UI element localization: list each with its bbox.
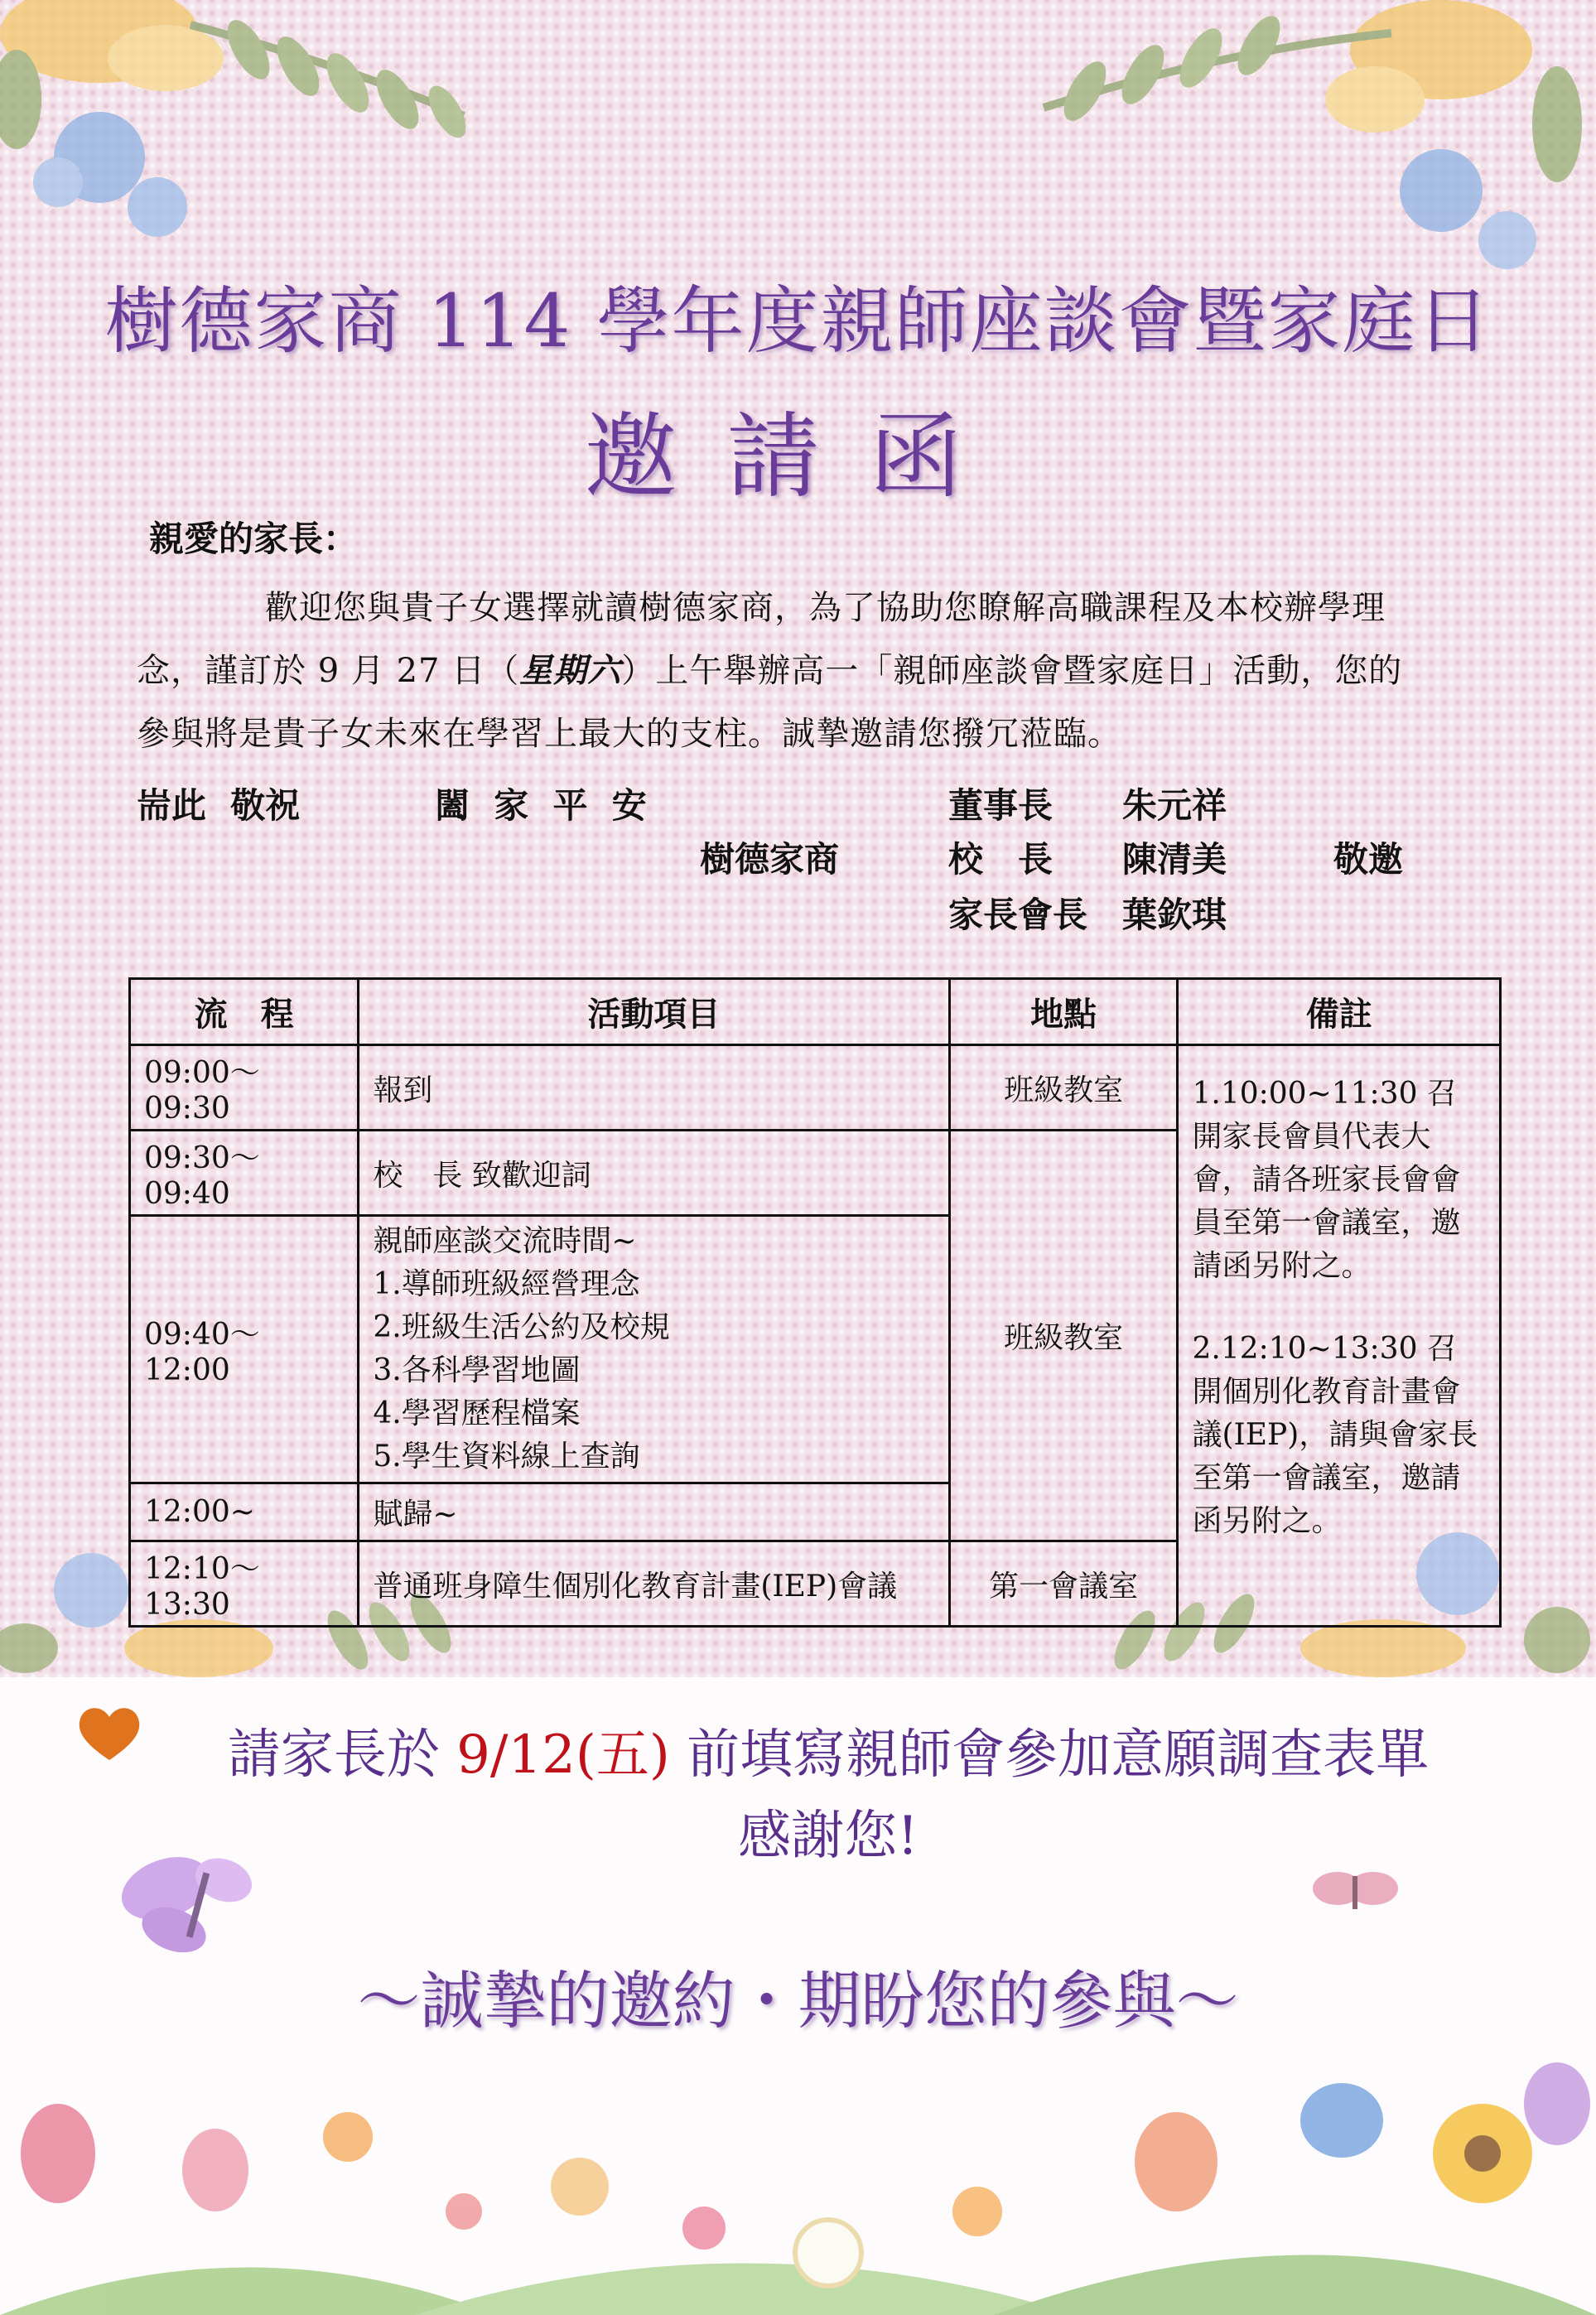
body-text-part: ）上午舉辦高一「親師座談會暨家庭日」活動，您的參與將是貴子女未來在學習上最大的支柱。誠摯邀請您撥冗蒞臨。 [137,652,1403,753]
column-header: 流 程 [130,979,359,1045]
survey-notice [149,1715,1507,1877]
schedule-table [128,977,1502,1628]
respect-phrase: 敬邀 [1333,839,1404,880]
signer-name: 朱元祥 [1122,785,1227,826]
activity-cell: 普通班身障生個別化教育計畫(IEP)會議 [359,1541,949,1627]
notes-cell [1178,1045,1501,1627]
signer-name: 葉欽琪 [1122,895,1227,935]
column-header: 活動項目 [359,979,949,1045]
time-cell: 12:10～13:30 [130,1541,359,1627]
table-header-row [130,979,1501,1045]
signer-title: 家長會長 [948,895,1088,935]
thanks-message: 感謝您! [738,1806,919,1867]
activity-line: 4.學習歷程檔案 [373,1396,581,1430]
school-name: 樹德家商 [700,839,840,880]
activity-cell: 賦歸~ [359,1483,949,1541]
body-text-part: 歡迎您與貴子女選擇就讀樹德家商，為了協助您瞭解高職課程及本校辦學理念，謹訂於 9 月 27 日（ [137,589,1386,690]
location-cell: 第一會議室 [949,1541,1178,1627]
time-cell: 09:30～09:40 [130,1131,359,1216]
signer-title: 董事長 [948,785,1054,826]
wish: 闔 家 平 安 [435,785,647,826]
location-cell: 班級教室 [949,1045,1178,1131]
column-header: 備註 [1178,979,1501,1045]
survey-prefix: 請家長於 [227,1724,440,1786]
signer-title: 校 長 [948,839,1054,880]
time-cell: 12:00~ [130,1483,359,1541]
column-header: 地點 [949,979,1178,1045]
weekday: 星期六 [519,651,622,690]
survey-suffix: 前填寫親師會參加意願調查表單 [687,1724,1430,1786]
activity-line: 1.導師班級經營理念 [373,1267,640,1301]
time-cell: 09:40～12:00 [130,1216,359,1483]
closing-phrase: 耑此 敬祝 [137,785,301,826]
greeting: 親愛的家長： [149,518,359,559]
table-row [130,1045,1501,1131]
activity-cell [359,1216,949,1483]
survey-deadline: 9/12(五) [456,1724,670,1786]
activity-line: 2.班級生活公約及校規 [373,1310,670,1344]
floral-garden-decoration [0,2054,1596,2315]
note-item: 2.12:10~13:30 召 開個別化教育計畫會議(IEP)，請與會家長至第一會議室，邀請函另附之。 [1192,1332,1478,1538]
heart-icon [76,1702,142,1764]
time-cell: 09:00～09:30 [130,1045,359,1131]
activity-cell: 報到 [359,1045,949,1131]
floral-decoration-top-left [0,0,629,273]
activity-line: 親師座談交流時間~ [373,1224,637,1258]
activity-line: 3.各科學習地圖 [373,1353,581,1387]
note-item: 1.10:00~11:30 召 開家長會員代表大會，請各班家長會會員至第一會議室，邀請函另附之。 [1192,1077,1461,1283]
floral-decoration-top-right [977,0,1596,298]
signer-name: 陳清美 [1122,839,1227,880]
closing-slogan: ～誠摯的邀約・期盼您的參與～ [357,1964,1239,2038]
invitation-heading: 邀請函 [584,403,1012,511]
activity-line: 5.學生資料線上查詢 [373,1440,640,1473]
location-cell: 班級教室 [949,1131,1178,1541]
page-title: 樹德家商 114 學年度親師座談會暨家庭日 [104,278,1492,364]
activity-cell: 校 長 致歡迎詞 [359,1131,949,1216]
invitation-body [137,576,1429,765]
